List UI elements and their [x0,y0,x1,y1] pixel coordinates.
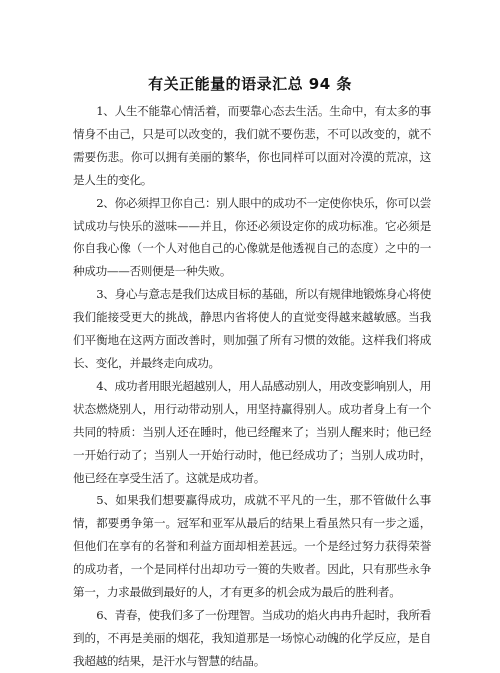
paragraph-2: 2、你必须捍卫你自己：别人眼中的成功不一定使你快乐，你可以尝试成功与快乐的滋味——并且，你还必须设定你的成功标准。它必须是你自我心像（一个人对他自己的心像就是他透视自己的态度）之中的一种成功——否则便是一种失败。 [73,195,431,279]
paragraph-4: 4、成功者用眼光超越别人，用人品感动别人，用改变影响别人，用状态燃烧别人，用行动带动别人，用坚持赢得别人。成功者身上有一个共同的特质：当别人还在睡时，他已经醒来了；当别人醒来时；他已经一开始行动了；当别人一开始行动时，他已经成功了；当别人成功时，他已经在享受生活了。这就是成功者。 [73,378,431,485]
document-body [73,100,431,673]
paragraph-6: 6、青春，使我们多了一份理智。当成功的焰火冉冉升起时，我所看到的，不再是美丽的烟花，我知道那是一场惊心动魄的化学反应，是自我超越的结果，是汗水与智慧的结晶。 [73,607,431,668]
paragraph-5: 5、如果我们想要赢得成功，成就不平凡的一生，那不管做什么事情，都要勇争第一。冠军和亚军从最后的结果上看虽然只有一步之遥，但他们在享有的名誉和利益方面却相差甚远。一个是经过努力获得荣誉的成功者，一个是同样付出却功亏一篑的失败者。因此，只有那些永争第一，力求最做到最好的人，才有更多的机会成为最后的胜利者。 [73,493,431,600]
paragraph-1: 1、人生不能靠心情活着，而要靠心态去生活。生命中，有太多的事情身不由己，只是可以改变的，我们就不要伤悲，不可以改变的，就不需要伤悲。你可以拥有美丽的繁华，你也同样可以面对冷漠的荒凉，这是人生的变化。 [73,104,431,187]
document-title: 有关正能量的语录汇总 94 条 [148,75,352,93]
paragraph-3: 3、身心与意志是我们达成目标的基础，所以有规律地锻炼身心将使我们能接受更大的挑战，静思内省将使人的直觉变得越来越敏感。当我们平衡地在这两方面改善时，则加强了所有习惯的效能。这样我们将成长、变化，并最终走向成功。 [73,287,431,370]
